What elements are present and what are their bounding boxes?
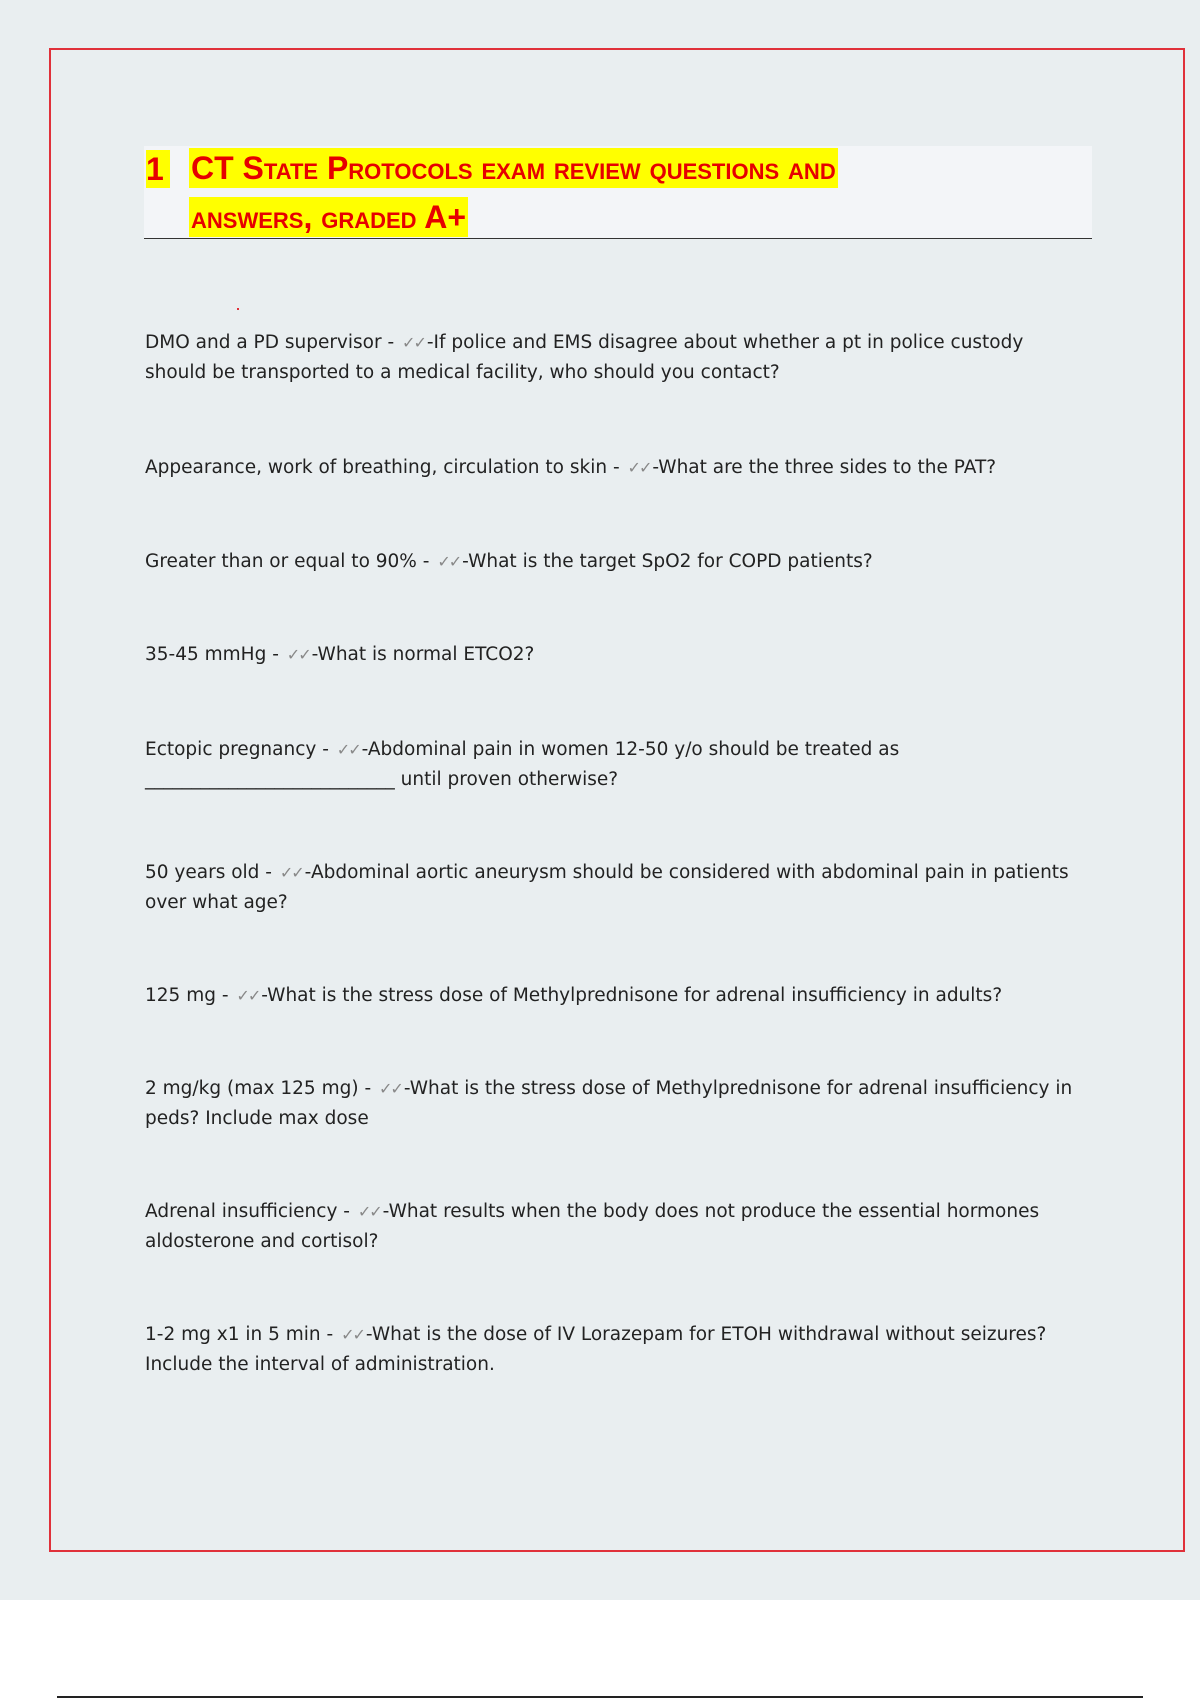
qa-item: 2 mg/kg (max 125 mg) - ✓✓ -What is the stress dose of Methylprednisone for adrenal insufficiency in peds? Include max dose [145,1078,1073,1129]
qa-answer: 125 mg [145,985,216,1006]
qa-answer: 35-45 mmHg [145,644,267,665]
double-check-icon: ✓✓ [627,458,651,477]
title-line-1: CT State Protocols exam review questions and [191,150,836,186]
qa-answer: 2 mg/kg (max 125 mg) [145,1078,359,1099]
double-check-icon: ✓✓ [286,645,310,664]
footer-divider [57,1696,1143,1698]
qa-item: 50 years old - ✓✓ -Abdominal aortic aneurysm should be considered with abdominal pain in patients over what age? [145,862,1069,913]
qa-answer: Adrenal insufficiency [145,1201,338,1222]
title-line-2: answers, graded A+ [191,199,467,235]
qa-answer: Ectopic pregnancy [145,739,317,760]
qa-question: What is the stress dose of Methylprednisone for adrenal insufficiency in peds? Include max dose [145,1078,1073,1129]
double-check-icon: ✓✓ [279,863,303,882]
qa-question: Abdominal aortic aneurysm should be considered with abdominal pain in patients over what age? [145,862,1069,913]
double-check-icon: ✓✓ [336,740,360,759]
qa-question: What is the target SpO2 for COPD patients? [468,551,873,572]
double-check-icon: ✓✓ [437,552,461,571]
stray-mark [237,308,239,310]
qa-question: What is normal ETCO2? [317,644,535,665]
qa-item: 125 mg - ✓✓ -What is the stress dose of Methylprednisone for adrenal insufficiency in adults? [145,985,1003,1006]
qa-item: Greater than or equal to 90% - ✓✓ -What is the target SpO2 for COPD patients? [145,551,873,572]
qa-item: Adrenal insufficiency - ✓✓ -What results when the body does not produce the essential hormones aldosterone and cortisol? [145,1201,1040,1252]
qa-answer: Greater than or equal to 90% [145,551,417,572]
qa-question: What results when the body does not produce the essential hormones aldosterone and cortisol? [145,1201,1040,1252]
qa-answer: DMO and a PD supervisor [145,332,382,353]
heading-number: 1 [146,150,170,188]
qa-item: Ectopic pregnancy - ✓✓ -Abdominal pain in women 12-50 y/o should be treated as ___________________________ until proven otherwise? [145,739,900,790]
qa-question: Abdominal pain in women 12-50 y/o should be treated as ___________________________ until proven otherwise? [145,739,900,790]
double-check-icon: ✓✓ [236,986,260,1005]
qa-item: DMO and a PD supervisor - ✓✓ -If police and EMS disagree about whether a pt in police custody should be transported to a medical facility, who should you contact? [145,332,1024,383]
qa-question: What is the stress dose of Methylprednisone for adrenal insufficiency in adults? [267,985,1003,1006]
double-check-icon: ✓✓ [402,333,425,352]
qa-answer: Appearance, work of breathing, circulation to skin [145,457,608,478]
double-check-icon: ✓✓ [357,1202,381,1221]
qa-question: If police and EMS disagree about whether a pt in police custody should be transported to a medical facility, who should you contact? [145,332,1024,383]
qa-item: Appearance, work of breathing, circulation to skin - ✓✓ -What are the three sides to the PAT? [145,457,997,478]
qa-item: 1-2 mg x1 in 5 min - ✓✓ -What is the dose of IV Lorazepam for ETOH withdrawal without seizures? Include the interval of administration. [145,1324,1047,1375]
qa-question: What is the dose of IV Lorazepam for ETOH withdrawal without seizures? Include the interval of administration. [145,1324,1047,1375]
qa-answer: 1-2 mg x1 in 5 min [145,1324,321,1345]
qa-item: 35-45 mmHg - ✓✓ -What is normal ETCO2? [145,644,535,665]
qa-question: What are the three sides to the PAT? [658,457,997,478]
document-title [189,148,1049,246]
qa-answer: 50 years old [145,862,260,883]
double-check-icon: ✓✓ [379,1079,402,1098]
double-check-icon: ✓✓ [341,1325,364,1344]
